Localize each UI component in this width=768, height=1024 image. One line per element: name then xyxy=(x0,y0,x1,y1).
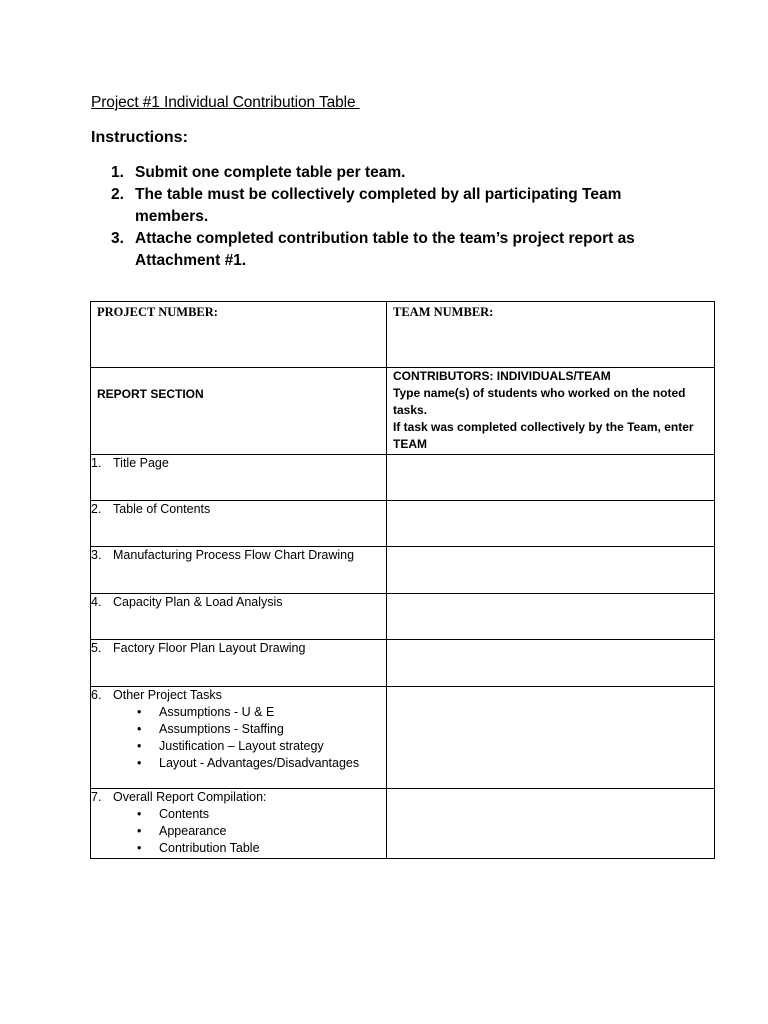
task-number: 6. xyxy=(91,688,102,702)
task-cell xyxy=(91,789,387,859)
task-cell xyxy=(91,455,387,501)
task-number: 7. xyxy=(91,790,102,804)
contributor-entry-cell[interactable] xyxy=(387,687,715,789)
task-label: Manufacturing Process Flow Chart Drawing xyxy=(113,548,355,562)
task-number: 5. xyxy=(91,641,102,655)
bullet-text: Assumptions - U & E xyxy=(159,705,275,719)
task-number: 4. xyxy=(91,595,102,609)
list-item xyxy=(137,755,386,772)
table-columns-row xyxy=(91,368,715,455)
report-section-label: REPORT SECTION xyxy=(97,387,204,401)
task-label: Factory Floor Plan Layout Drawing xyxy=(113,641,306,655)
task-cell xyxy=(91,501,387,547)
task-label: Title Page xyxy=(113,456,169,470)
bullet-icon: • xyxy=(137,739,142,753)
task-number: 2. xyxy=(91,502,102,516)
task-bullet-list xyxy=(91,704,386,772)
contributor-entry-cell[interactable] xyxy=(387,640,715,687)
project-number-cell[interactable] xyxy=(91,302,387,368)
team-number-cell[interactable] xyxy=(387,302,715,368)
team-number-label: TEAM NUMBER: xyxy=(393,305,494,319)
list-item xyxy=(137,806,386,823)
task-label: Overall Report Compilation: xyxy=(113,790,267,804)
bullet-icon: • xyxy=(137,722,142,736)
task-label: Table of Contents xyxy=(113,502,211,516)
contribution-table xyxy=(90,301,715,859)
report-section-header-cell xyxy=(91,368,387,455)
bullet-icon: • xyxy=(137,756,142,770)
bullet-text: Justification – Layout strategy xyxy=(159,739,324,753)
instruction-text: Attache completed contribution table to the team’s project report as Attachment #1. xyxy=(135,230,635,269)
task-cell xyxy=(91,594,387,640)
list-item xyxy=(137,840,386,857)
task-number: 1. xyxy=(91,456,102,470)
table-row xyxy=(91,547,715,594)
contributors-line: CONTRIBUTORS: INDIVIDUALS/TEAM xyxy=(393,369,611,383)
table-row xyxy=(91,594,715,640)
contributor-entry-cell[interactable] xyxy=(387,594,715,640)
table-header-row xyxy=(91,302,715,368)
contributors-line: Type name(s) of students who worked on the noted tasks. xyxy=(393,386,686,417)
bullet-text: Layout - Advantages/Disadvantages xyxy=(159,756,360,770)
table-row xyxy=(91,640,715,687)
table-row xyxy=(91,687,715,789)
contributors-line: If task was completed collectively by the Team, enter TEAM xyxy=(393,420,694,451)
contributors-header-cell xyxy=(387,368,715,455)
instruction-number: 2. xyxy=(111,186,124,203)
instruction-item xyxy=(111,228,671,272)
bullet-text: Appearance xyxy=(159,824,227,838)
instruction-item xyxy=(111,162,671,184)
instruction-number: 3. xyxy=(111,230,124,247)
table-row xyxy=(91,789,715,859)
bullet-text: Assumptions - Staffing xyxy=(159,722,284,736)
instruction-text: The table must be collectively completed by all participating Team members. xyxy=(135,186,622,225)
instruction-list xyxy=(111,162,671,272)
bullet-text: Contents xyxy=(159,807,210,821)
contributor-entry-cell[interactable] xyxy=(387,789,715,859)
list-item xyxy=(137,823,386,840)
bullet-icon: • xyxy=(137,841,142,855)
task-number: 3. xyxy=(91,548,102,562)
instruction-number: 1. xyxy=(111,164,124,181)
list-item xyxy=(137,721,386,738)
page-title: Project #1 Individual Contribution Table xyxy=(91,94,360,111)
bullet-icon: • xyxy=(137,705,142,719)
bullet-text: Contribution Table xyxy=(159,841,260,855)
project-number-label: PROJECT NUMBER: xyxy=(97,305,218,319)
task-label: Capacity Plan & Load Analysis xyxy=(113,595,283,609)
list-item xyxy=(137,738,386,755)
task-label: Other Project Tasks xyxy=(113,688,222,702)
instructions-heading: Instructions: xyxy=(91,129,188,146)
task-cell xyxy=(91,640,387,687)
contributor-entry-cell[interactable] xyxy=(387,547,715,594)
task-bullet-list xyxy=(91,806,386,857)
instruction-item xyxy=(111,184,671,228)
bullet-icon: • xyxy=(137,824,142,838)
task-cell xyxy=(91,547,387,594)
contributor-entry-cell[interactable] xyxy=(387,501,715,547)
list-item xyxy=(137,704,386,721)
table-row xyxy=(91,501,715,547)
bullet-icon: • xyxy=(137,807,142,821)
task-cell xyxy=(91,687,387,789)
table-row xyxy=(91,455,715,501)
contributor-entry-cell[interactable] xyxy=(387,455,715,501)
instruction-text: Submit one complete table per team. xyxy=(135,164,406,181)
contributors-header xyxy=(387,368,714,453)
